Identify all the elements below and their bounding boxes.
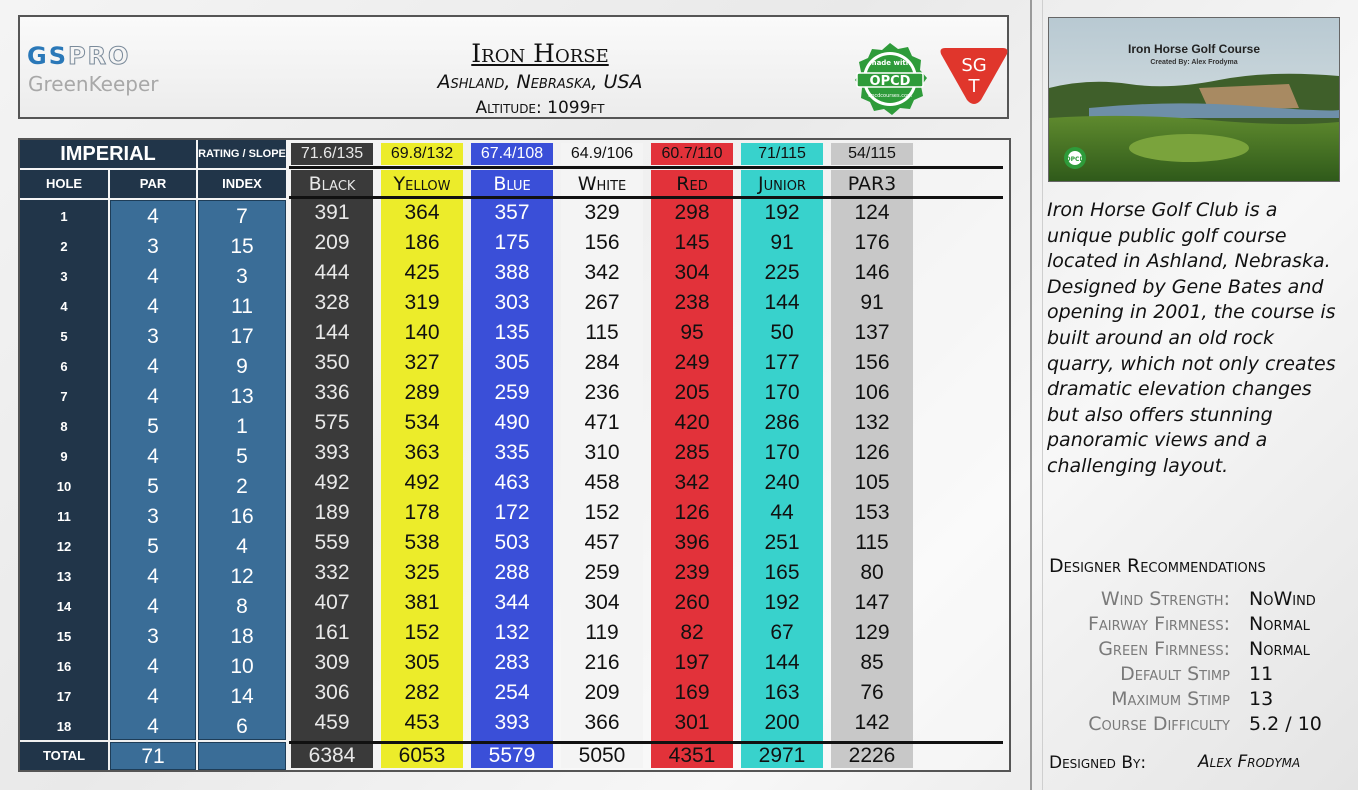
yardage-red: 145 bbox=[674, 231, 710, 254]
index-value: 8 bbox=[236, 595, 248, 618]
yardage-yellow: 319 bbox=[404, 291, 440, 314]
yardage-par3: 80 bbox=[860, 561, 884, 584]
hole-number: 15 bbox=[56, 629, 72, 644]
index-value: 7 bbox=[236, 205, 248, 228]
tee-name-blue: Blue bbox=[493, 173, 531, 195]
yardage-black: 309 bbox=[314, 651, 350, 674]
yardage-par3: 115 bbox=[855, 531, 889, 554]
yardage-junior: 240 bbox=[764, 471, 800, 494]
yardage-yellow: 327 bbox=[404, 351, 440, 374]
yardage-red: 298 bbox=[674, 201, 710, 224]
hole-number: 7 bbox=[60, 389, 68, 404]
index-value: 10 bbox=[230, 655, 254, 678]
yardage-blue: 305 bbox=[494, 351, 530, 374]
opcd-badge-icon bbox=[849, 41, 931, 117]
total-yellow: 6053 bbox=[398, 744, 446, 767]
yardage-white: 310 bbox=[584, 441, 620, 464]
recommendation-value: Normal bbox=[1249, 638, 1310, 660]
recommendation-value: 11 bbox=[1249, 663, 1274, 685]
yardage-black: 492 bbox=[314, 471, 350, 494]
yardage-junior: 165 bbox=[764, 561, 800, 584]
yardage-junior: 144 bbox=[764, 651, 800, 674]
par-value: 5 bbox=[147, 535, 159, 558]
opcd-bottom-text: opcdcourses.com bbox=[868, 93, 912, 99]
yardage-blue: 175 bbox=[494, 231, 530, 254]
tee-rating-par3: 54/115 bbox=[831, 143, 913, 165]
par-value: 4 bbox=[147, 595, 159, 618]
index-value: 14 bbox=[230, 685, 254, 708]
total-junior: 2971 bbox=[758, 744, 806, 767]
yardage-red: 396 bbox=[674, 531, 710, 554]
sgt-logo-icon bbox=[937, 44, 1011, 106]
recommendation-row bbox=[1040, 713, 1340, 738]
gspro-logo bbox=[27, 42, 131, 70]
yardage-par3: 126 bbox=[854, 441, 890, 464]
yardage-blue: 357 bbox=[494, 201, 530, 224]
yardage-red: 304 bbox=[674, 261, 710, 284]
yardage-white: 115 bbox=[585, 321, 619, 344]
yardage-white: 267 bbox=[584, 291, 620, 314]
recommendation-value: NoWind bbox=[1249, 588, 1316, 610]
sgt-top-text: SG bbox=[961, 55, 987, 76]
yardage-blue: 303 bbox=[494, 291, 530, 314]
par-value: 4 bbox=[147, 385, 159, 408]
total-label: TOTAL bbox=[20, 742, 108, 770]
index-value: 9 bbox=[236, 355, 248, 378]
yardage-junior: 251 bbox=[764, 531, 800, 554]
recommendation-label: Green Firmness: bbox=[1098, 638, 1230, 660]
designer-name: Alex Frodyma bbox=[1198, 752, 1301, 772]
par-value: 4 bbox=[147, 355, 159, 378]
tee-rating-yellow: 69.8/132 bbox=[381, 143, 463, 165]
hole-number: 8 bbox=[60, 419, 68, 434]
yardage-red: 249 bbox=[674, 351, 710, 374]
course-header bbox=[18, 15, 1009, 119]
yardage-par3: 85 bbox=[860, 651, 884, 674]
hole-number: 16 bbox=[56, 659, 72, 674]
hole-number: 18 bbox=[56, 719, 72, 734]
yardage-par3: 137 bbox=[854, 321, 890, 344]
yardage-yellow: 186 bbox=[404, 231, 440, 254]
yardage-junior: 67 bbox=[770, 621, 794, 644]
course-title-block bbox=[320, 39, 760, 121]
yardage-yellow: 325 bbox=[404, 561, 440, 584]
yardage-junior: 192 bbox=[764, 201, 800, 224]
yardage-black: 209 bbox=[314, 231, 350, 254]
hole-number: 14 bbox=[56, 599, 72, 614]
recommendation-label: Maximum Stimp bbox=[1111, 688, 1230, 710]
yardage-yellow: 305 bbox=[404, 651, 440, 674]
yardage-white: 216 bbox=[584, 651, 620, 674]
yardage-red: 285 bbox=[674, 441, 710, 464]
yardage-black: 407 bbox=[314, 591, 350, 614]
yardage-junior: 163 bbox=[764, 681, 800, 704]
yardage-white: 458 bbox=[584, 471, 620, 494]
yardage-white: 366 bbox=[584, 711, 620, 734]
yardage-blue: 393 bbox=[494, 711, 530, 734]
recommendation-row bbox=[1040, 638, 1340, 663]
yardage-red: 95 bbox=[680, 321, 704, 344]
yardage-par3: 156 bbox=[854, 351, 890, 374]
designed-by-label: Designed By: bbox=[1049, 753, 1147, 773]
yardage-blue: 288 bbox=[494, 561, 530, 584]
yardage-black: 332 bbox=[314, 561, 350, 584]
yardage-junior: 170 bbox=[764, 441, 800, 464]
hole-number: 6 bbox=[60, 359, 68, 374]
par-value: 3 bbox=[147, 625, 159, 648]
par-value: 4 bbox=[147, 565, 159, 588]
hole-number: 2 bbox=[60, 239, 68, 254]
hole-number: 10 bbox=[56, 479, 72, 494]
yardage-par3: 132 bbox=[854, 411, 890, 434]
tee-name-black: Black bbox=[308, 173, 356, 195]
tee-name-yellow: Yellow bbox=[393, 173, 451, 195]
yardage-yellow: 538 bbox=[404, 531, 440, 554]
yardage-white: 457 bbox=[584, 531, 620, 554]
total-black: 6384 bbox=[308, 744, 356, 767]
yardage-yellow: 381 bbox=[404, 591, 440, 614]
yardage-par3: 142 bbox=[854, 711, 890, 734]
tee-rating-black: 71.6/135 bbox=[291, 143, 373, 165]
thumbnail-badge-text: OPCD bbox=[1065, 156, 1085, 163]
index-value: 2 bbox=[236, 475, 248, 498]
course-location: Ashland, Nebraska, USA bbox=[437, 71, 643, 93]
yardage-white: 329 bbox=[584, 201, 620, 224]
yardage-black: 161 bbox=[314, 621, 350, 644]
yardage-junior: 91 bbox=[770, 231, 794, 254]
yardage-par3: 153 bbox=[854, 501, 890, 524]
yardage-yellow: 152 bbox=[404, 621, 440, 644]
yardage-yellow: 492 bbox=[404, 471, 440, 494]
yardage-par3: 106 bbox=[854, 381, 890, 404]
gspro-logo-pro: PRO bbox=[67, 42, 131, 70]
yardage-red: 82 bbox=[680, 621, 704, 644]
hole-number: 11 bbox=[57, 509, 71, 524]
recommendation-row bbox=[1040, 663, 1340, 688]
par-value: 4 bbox=[147, 295, 159, 318]
index-value: 3 bbox=[236, 265, 248, 288]
yardage-blue: 135 bbox=[494, 321, 530, 344]
index-value: 1 bbox=[236, 415, 248, 438]
par-value: 4 bbox=[147, 445, 159, 468]
yardage-junior: 177 bbox=[764, 351, 800, 374]
yardage-black: 328 bbox=[314, 291, 350, 314]
yardage-black: 391 bbox=[314, 201, 350, 224]
yardage-red: 126 bbox=[674, 501, 710, 524]
index-value: 15 bbox=[230, 235, 254, 258]
tee-rating-red: 60.7/110 bbox=[651, 143, 733, 165]
yardage-red: 260 bbox=[674, 591, 710, 614]
yardage-black: 144 bbox=[314, 321, 350, 344]
tee-header-bottom-rule bbox=[289, 196, 1003, 199]
par-value: 4 bbox=[147, 265, 159, 288]
hole-number: 17 bbox=[56, 689, 72, 704]
recommendation-label: Fairway Firmness: bbox=[1087, 613, 1230, 635]
par-value: 5 bbox=[147, 475, 159, 498]
yardage-blue: 503 bbox=[494, 531, 530, 554]
yardage-red: 197 bbox=[674, 651, 710, 674]
yardage-yellow: 534 bbox=[404, 411, 440, 434]
yardage-par3: 91 bbox=[860, 291, 884, 314]
recommendations-title: Designer Recommendations bbox=[1049, 555, 1266, 577]
yardage-junior: 192 bbox=[764, 591, 800, 614]
yardage-junior: 200 bbox=[764, 711, 800, 734]
index-value: 6 bbox=[236, 715, 248, 738]
index-value: 18 bbox=[230, 625, 254, 648]
hole-number: 12 bbox=[56, 539, 72, 554]
yardage-yellow: 364 bbox=[404, 201, 440, 224]
yardage-white: 119 bbox=[585, 621, 619, 644]
yardage-white: 471 bbox=[584, 411, 620, 434]
yardage-red: 239 bbox=[674, 561, 710, 584]
yardage-par3: 129 bbox=[854, 621, 890, 644]
index-value: 16 bbox=[230, 505, 254, 528]
yardage-yellow: 178 bbox=[404, 501, 440, 524]
hole-number: 4 bbox=[60, 299, 68, 314]
yardage-blue: 388 bbox=[494, 261, 530, 284]
yardage-white: 156 bbox=[584, 231, 620, 254]
tee-rating-junior: 71/115 bbox=[741, 143, 823, 165]
yardage-white: 259 bbox=[584, 561, 620, 584]
par-total: 71 bbox=[110, 742, 196, 770]
total-rule bbox=[289, 741, 1003, 744]
tee-rating-blue: 67.4/108 bbox=[471, 143, 553, 165]
yardage-par3: 105 bbox=[854, 471, 890, 494]
panel-divider bbox=[1030, 0, 1032, 790]
tee-name-par3: PAR3 bbox=[847, 173, 897, 195]
recommendation-row bbox=[1040, 588, 1340, 613]
total-par3: 2226 bbox=[848, 744, 896, 767]
yardage-white: 284 bbox=[584, 351, 620, 374]
yardage-blue: 490 bbox=[494, 411, 530, 434]
recommendation-label: Course Difficulty bbox=[1088, 713, 1230, 735]
yardage-yellow: 453 bbox=[404, 711, 440, 734]
par-value: 4 bbox=[147, 655, 159, 678]
yardage-red: 205 bbox=[674, 381, 710, 404]
yardage-junior: 50 bbox=[770, 321, 794, 344]
yardage-white: 342 bbox=[584, 261, 620, 284]
tee-name-white: White bbox=[577, 173, 627, 195]
yardage-black: 393 bbox=[314, 441, 350, 464]
hole-header: HOLE bbox=[20, 170, 108, 198]
recommendation-label: Wind Strength: bbox=[1100, 588, 1230, 610]
yardage-red: 169 bbox=[674, 681, 710, 704]
yardage-red: 301 bbox=[674, 711, 710, 734]
yardage-blue: 132 bbox=[494, 621, 530, 644]
course-thumbnail bbox=[1048, 17, 1340, 182]
total-blue: 5579 bbox=[488, 744, 536, 767]
yardage-yellow: 140 bbox=[404, 321, 440, 344]
gspro-logo-gs: GS bbox=[27, 42, 68, 70]
yardage-par3: 147 bbox=[854, 591, 890, 614]
opcd-main-text: OPCD bbox=[869, 74, 911, 89]
yardage-red: 238 bbox=[674, 291, 710, 314]
yardage-par3: 124 bbox=[854, 201, 890, 224]
yardage-junior: 44 bbox=[770, 501, 794, 524]
unit-label: IMPERIAL bbox=[20, 140, 196, 168]
thumbnail-subtitle: Created By: Alex Frodyma bbox=[1150, 59, 1238, 66]
yardage-blue: 463 bbox=[494, 471, 530, 494]
yardage-blue: 335 bbox=[494, 441, 530, 464]
hole-number: 5 bbox=[60, 329, 68, 344]
yardage-blue: 283 bbox=[494, 651, 530, 674]
recommendation-row bbox=[1040, 613, 1340, 638]
par-value: 5 bbox=[147, 415, 159, 438]
greenkeeper-label: GreenKeeper bbox=[28, 72, 159, 96]
yardage-red: 342 bbox=[674, 471, 710, 494]
index-value: 11 bbox=[231, 295, 253, 318]
yardage-white: 152 bbox=[584, 501, 620, 524]
course-name: Iron Horse bbox=[471, 39, 609, 68]
course-description: Iron Horse Golf Club is a unique public golf course located in Ashland, Nebraska. Designed by Gene Bates and opening in 2001, the course is built around an old rock quarry, which not only creates dramatic elevation changes but also offers stunning panoramic views and a challenging layout. bbox=[1047, 199, 1336, 477]
yardage-black: 189 bbox=[314, 501, 350, 524]
yardage-junior: 144 bbox=[764, 291, 800, 314]
par-value: 4 bbox=[147, 715, 159, 738]
yardage-white: 209 bbox=[584, 681, 620, 704]
tee-name-red: Red bbox=[676, 173, 708, 195]
yardage-junior: 286 bbox=[764, 411, 800, 434]
total-red: 4351 bbox=[668, 744, 716, 767]
par-value: 3 bbox=[147, 235, 159, 258]
opcd-top-text: made with bbox=[869, 59, 911, 67]
recommendation-value: 5.2 / 10 bbox=[1249, 713, 1322, 735]
hole-number: 9 bbox=[60, 449, 68, 464]
yardage-black: 350 bbox=[314, 351, 350, 374]
yardage-black: 336 bbox=[314, 381, 350, 404]
yardage-blue: 254 bbox=[494, 681, 530, 704]
yardage-yellow: 363 bbox=[404, 441, 440, 464]
yardage-blue: 172 bbox=[494, 501, 530, 524]
index-total-empty bbox=[198, 742, 286, 770]
yardage-yellow: 289 bbox=[404, 381, 440, 404]
hole-number: 3 bbox=[60, 269, 68, 284]
hole-number: 13 bbox=[56, 569, 72, 584]
yardage-black: 575 bbox=[314, 411, 350, 434]
course-altitude: Altitude: 1099ft bbox=[475, 98, 605, 118]
yardage-red: 420 bbox=[674, 411, 710, 434]
yardage-black: 459 bbox=[314, 711, 350, 734]
par-value: 3 bbox=[147, 325, 159, 348]
yardage-par3: 176 bbox=[854, 231, 890, 254]
index-value: 12 bbox=[230, 565, 254, 588]
index-value: 5 bbox=[236, 445, 248, 468]
hole-number: 1 bbox=[60, 209, 68, 224]
par-value: 3 bbox=[147, 505, 159, 528]
yardage-white: 236 bbox=[584, 381, 620, 404]
yardage-black: 306 bbox=[314, 681, 350, 704]
index-value: 4 bbox=[236, 535, 248, 558]
sgt-bottom-text: T bbox=[968, 76, 980, 97]
yardage-par3: 76 bbox=[860, 681, 884, 704]
total-white: 5050 bbox=[578, 744, 626, 767]
par-value: 4 bbox=[147, 205, 159, 228]
recommendation-label: Default Stimp bbox=[1120, 663, 1230, 685]
recommendation-row bbox=[1040, 688, 1340, 713]
tee-rating-white: 64.9/106 bbox=[561, 143, 643, 165]
index-header: INDEX bbox=[198, 170, 286, 198]
tee-name-junior: Junior bbox=[758, 173, 806, 195]
index-value: 17 bbox=[230, 325, 254, 348]
thumbnail-title: Iron Horse Golf Course bbox=[1127, 42, 1261, 56]
yardage-white: 304 bbox=[584, 591, 620, 614]
par-value: 4 bbox=[147, 685, 159, 708]
recommendation-value: Normal bbox=[1249, 613, 1310, 635]
yardage-black: 444 bbox=[314, 261, 350, 284]
yardage-junior: 170 bbox=[764, 381, 800, 404]
yardage-blue: 344 bbox=[494, 591, 530, 614]
rating-slope-label: RATING / SLOPE bbox=[198, 140, 286, 168]
yardage-black: 559 bbox=[314, 531, 350, 554]
yardage-par3: 146 bbox=[854, 261, 890, 284]
par-header: PAR bbox=[110, 170, 196, 198]
yardage-yellow: 425 bbox=[404, 261, 440, 284]
yardage-junior: 225 bbox=[764, 261, 800, 284]
index-value: 13 bbox=[230, 385, 254, 408]
yardage-yellow: 282 bbox=[404, 681, 440, 704]
yardage-blue: 259 bbox=[494, 381, 530, 404]
tee-header-top-rule bbox=[289, 166, 1003, 169]
recommendation-value: 13 bbox=[1249, 688, 1274, 710]
